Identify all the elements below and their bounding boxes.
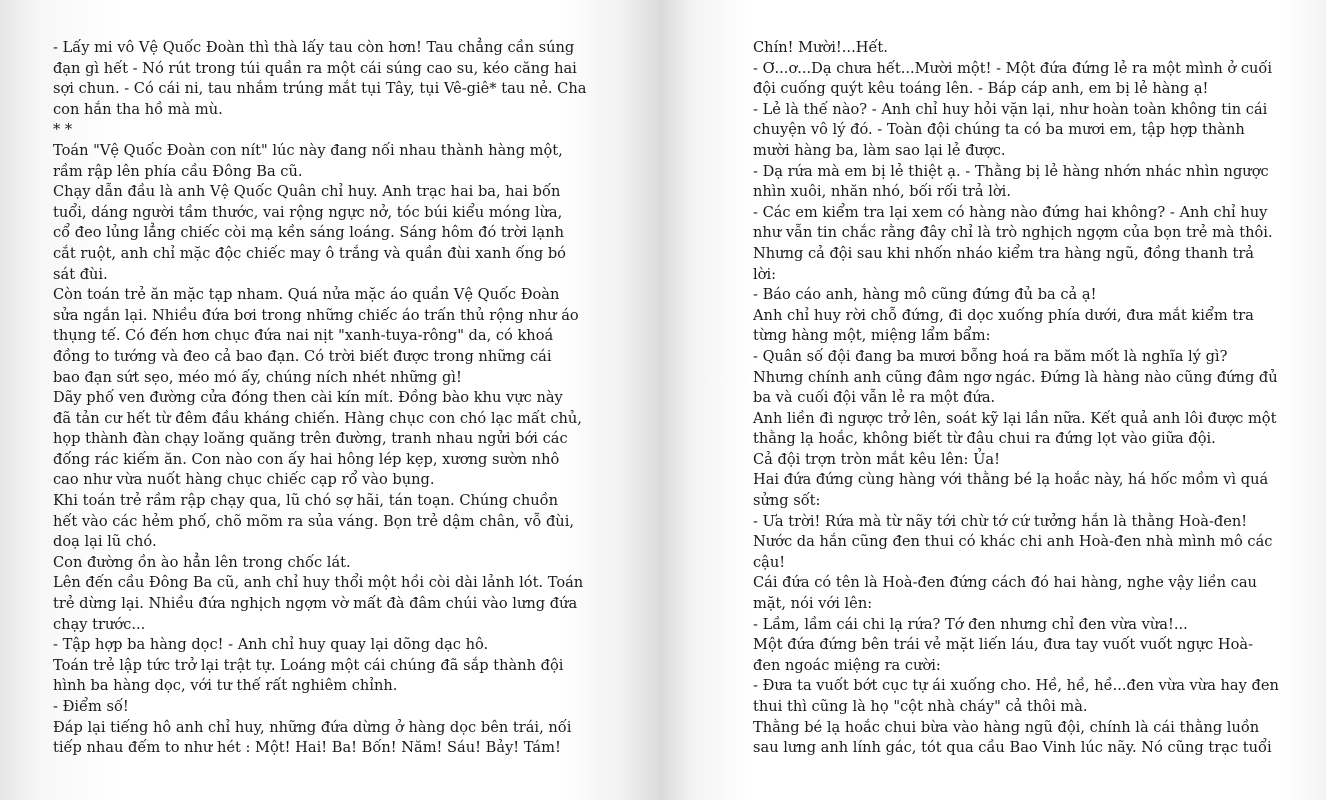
text-line: - Ưa trời! Rứa mà từ nãy tới chừ tớ cứ tưởng hắn là thằng Hoà-đen!: [753, 512, 1248, 530]
text-line: đạn gì hết - Nó rút trong túi quần ra một cái súng cao su, kéo căng hai: [53, 59, 577, 77]
text-line: sát đùi.: [53, 265, 108, 283]
text-line: Nhưng cả đội sau khi nhốn nháo kiểm tra hàng ngũ, đồng thanh trả: [753, 244, 1254, 262]
text-line: Còn toán trẻ ăn mặc tạp nham. Quá nửa mặc áo quần Vệ Quốc Đoàn: [53, 286, 560, 304]
text-line: Toán "Vệ Quốc Đoàn con nít" lúc này đang nối nhau thành hàng một,: [53, 141, 563, 159]
text-line: đống rác kiếm ăn. Con nào con ấy hai hông lép kẹp, xương sườn nhô: [53, 450, 560, 468]
text-line: đồng to tướng và đeo cả bao đạn. Có trời biết được trong những cái: [53, 347, 552, 365]
text-line: đen ngoác miệng ra cười:: [753, 656, 941, 674]
text-line: sửa ngắn lại. Nhiều đứa bơi trong những chiếc áo trấn thủ rộng như áo: [53, 306, 579, 324]
text-line: Thằng bé lạ hoắc chui bừa vào hàng ngũ đội, chính là cái thằng luồn: [753, 718, 1260, 736]
text-line: Dãy phố ven đường cửa đóng then cài kín mít. Đồng bào khu vực này: [53, 389, 563, 407]
text-line: Nước da hắn cũng đen thui có khác chi anh Hoà-đen nhà mình mô các: [753, 533, 1273, 551]
text-line: thằng lạ hoắc, không biết từ đâu chui ra đứng lọt vào giữa đội.: [753, 430, 1216, 448]
text-line: - Ơ...ơ...Dạ chưa hết...Mười một! - Một đứa đứng lẻ ra một mình ở cuối: [753, 59, 1273, 77]
text-line: cậu!: [753, 553, 786, 571]
text-line: Anh liền đi ngược trở lên, soát kỹ lại lần nữa. Kết quả anh lôi được một: [753, 409, 1277, 427]
right-page: [663, 0, 1326, 800]
text-line: hết vào các hẻm phố, chõ mõm ra sủa váng. Bọn trẻ dậm chân, vỗ đùi,: [53, 512, 574, 530]
text-line: - Dạ rứa mà em bị lẻ thiệt ạ. - Thằng bị lẻ hàng nhớn nhác nhìn ngược: [753, 162, 1269, 180]
text-line: thui thì cũng là họ "cột nhà cháy" cả thôi mà.: [753, 698, 1088, 715]
text-line: Khi toán trẻ rầm rập chạy qua, lũ chó sợ hãi, tán toạn. Chúng chuồn: [53, 492, 558, 510]
text-line: Chín! Mười!...Hết.: [753, 39, 888, 56]
text-line: tiếp nhau đếm to như hét : Một! Hai! Ba! Bốn! Năm! Sáu! Bảy! Tám!: [53, 739, 561, 757]
text-line: - Đưa ta vuốt bớt cục tự ái xuống cho. Hề, hề, hề...đen vừa vừa hay đen: [753, 677, 1279, 695]
text-line: - Quân số đội đang ba mươi bỗng hoá ra băm mốt là nghĩa lý gì?: [753, 347, 1228, 365]
text-line: nhìn xuôi, nhăn nhó, bối rối trả lời.: [753, 183, 1011, 201]
text-line: đội cuống quýt kêu toáng lên. - Báp cáp anh, em bị lẻ hàng ạ!: [753, 80, 1209, 98]
text-line: chạy trước...: [53, 615, 146, 633]
left-page-text: [53, 38, 613, 759]
text-line: thụng tế. Có đến hơn chục đứa nai nịt "xanh-tuya-rông" da, có khoá: [53, 327, 554, 345]
text-line: sau lưng anh lính gác, tót qua cầu Bao Vinh lúc nãy. Nó cũng trạc tuổi: [753, 739, 1272, 757]
text-line: Lên đến cầu Đông Ba cũ, anh chỉ huy thổi một hồi còi dài lảnh lót. Toán: [53, 574, 584, 592]
text-line: hình ba hàng dọc, với tư thế rất nghiêm chỉnh.: [53, 677, 398, 695]
text-line: cao như vừa nuốt hàng chục chiếc cạp rổ vào bụng.: [53, 471, 435, 489]
text-line: Nhưng chính anh cũng đâm ngơ ngác. Đứng là hàng nào cũng đứng đủ: [753, 368, 1278, 386]
text-line: như vẫn tin chắc rằng đây chỉ là trò nghịch ngợm của bọn trẻ mà thôi.: [753, 224, 1273, 242]
text-line: bao đạn sứt sẹo, méo mó ấy, chúng ních nhét những gì!: [53, 368, 462, 386]
text-line: Cái đứa có tên là Hoà-đen đứng cách đó hai hàng, nghe vậy liền cau: [753, 574, 1257, 592]
text-line: - Báo cáo anh, hàng mô cũng đứng đủ ba cả ạ!: [753, 286, 1097, 304]
text-line: con hắn tha hồ mà mù.: [53, 100, 223, 118]
text-line: Một đứa đứng bên trái vẻ mặt liến láu, đưa tay vuốt vuốt ngực Hoà-: [753, 636, 1254, 654]
text-line: doạ lại lũ chó.: [53, 533, 157, 551]
text-line: họp thành đàn chạy loăng quăng trên đường, tranh nhau ngửi bới các: [53, 430, 568, 448]
text-line: tuổi, dáng người tầm thước, vai rộng ngực nở, tóc búi kiểu móng lừa,: [53, 203, 563, 221]
text-line: ba và cuối đội vẫn lẻ ra một đứa.: [753, 389, 996, 407]
text-line: Hai đứa đứng cùng hàng với thằng bé lạ hoắc này, há hốc mồm vì quá: [753, 471, 1269, 489]
text-line: từng hàng một, miệng lẩm bẩm:: [753, 327, 991, 345]
text-line: Toán trẻ lập tức trở lại trật tự. Loáng một cái chúng đã sắp thành đội: [53, 656, 564, 674]
text-line: - Lầm, lầm cái chi lạ rứa? Tớ đen nhưng chỉ đen vừa vừa!...: [753, 615, 1188, 633]
text-line: chuyện vô lý đó. - Toàn đội chúng ta có ba mươi em, tập hợp thành: [753, 121, 1245, 139]
text-line: cổ đeo lủng lẳng chiếc còi mạ kền sáng loáng. Sáng hôm đó trời lạnh: [53, 224, 565, 242]
text-line: Cả đội trợn tròn mắt kêu lên: Ủa!: [753, 450, 1000, 468]
text-line: Chạy dẫn đầu là anh Vệ Quốc Quân chỉ huy. Anh trạc hai ba, hai bốn: [53, 183, 561, 201]
text-line: sửng sốt:: [753, 492, 821, 510]
right-page-text: [753, 38, 1313, 759]
text-line: * *: [53, 121, 73, 139]
text-line: Con đường ồn ào hẳn lên trong chốc lát.: [53, 553, 351, 571]
text-line: rầm rập lên phía cầu Đông Ba cũ.: [53, 162, 303, 180]
text-line: cắt ruột, anh chỉ mặc độc chiếc may ô trắng và quần đùi xanh ống bó: [53, 244, 566, 262]
text-line: sợi chun. - Có cái ni, tau nhắm trúng mắt tụi Tây, tụi Vê-giê* tau nẻ. Cha: [53, 80, 587, 98]
text-line: - Tập hợp ba hàng dọc! - Anh chỉ huy quay lại dõng dạc hô.: [53, 636, 489, 654]
text-line: - Điểm số!: [53, 698, 129, 715]
text-line: - Lẻ là thế nào? - Anh chỉ huy hỏi vặn lại, như hoàn toàn không tin cái: [753, 100, 1268, 118]
text-line: - Lấy mi vô Vệ Quốc Đoàn thì thà lấy tau còn hơn! Tau chẳng cần súng: [53, 39, 575, 56]
text-line: Anh chỉ huy rời chỗ đứng, đi dọc xuống phía dưới, đưa mắt kiểm tra: [753, 306, 1254, 324]
text-line: - Các em kiểm tra lại xem có hàng nào đứng hai không? - Anh chỉ huy: [753, 203, 1268, 221]
text-line: đã tản cư hết từ đêm đầu kháng chiến. Hàng chục con chó lạc mất chủ,: [53, 409, 582, 427]
text-line: mười hàng ba, làm sao lại lẻ được.: [753, 141, 1006, 159]
text-line: trẻ dừng lại. Nhiều đứa nghịch ngợm vờ mất đà đâm chúi vào lưng đứa: [53, 595, 578, 613]
text-line: lời:: [753, 265, 777, 283]
text-line: mặt, nói với lên:: [753, 595, 873, 613]
text-line: Đáp lại tiếng hô anh chỉ huy, những đứa dừng ở hàng dọc bên trái, nối: [53, 718, 572, 736]
